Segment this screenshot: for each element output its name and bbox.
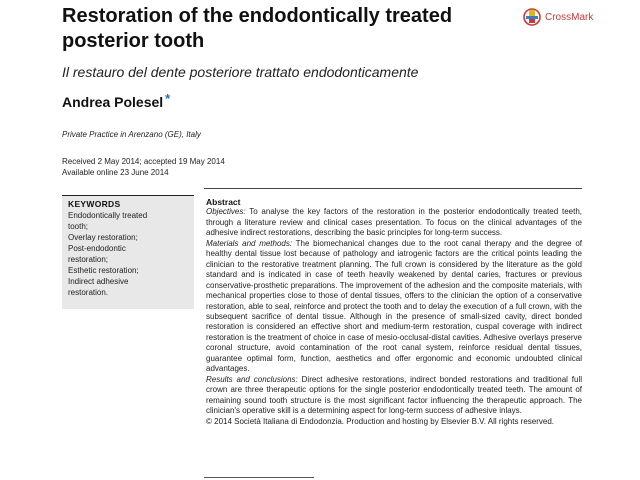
abstract-heading: Abstract — [206, 197, 241, 207]
objectives-label: Objectives: — [206, 207, 246, 217]
article-title: Restoration of the endodontically treated posterior tooth — [62, 5, 453, 52]
keyword-item: Esthetic restoration; — [68, 266, 139, 275]
keyword-item: restoration; — [68, 255, 109, 264]
keyword-item: restoration. — [68, 288, 109, 297]
keyword-item: tooth; — [68, 222, 89, 231]
author-mark[interactable]: * — [165, 91, 171, 106]
copyright-notice: © 2014 Società Italiana di Endodonzia. Production and hosting by Elsevier B.V. All rights reserved. — [206, 416, 555, 426]
abstract-objectives — [206, 207, 582, 238]
article-dates — [62, 156, 225, 178]
keywords-box — [62, 195, 194, 309]
results-label: Results and conclusions: — [206, 374, 298, 384]
objectives-text: To analyse the key factors of the restoration in the posterior endodontically treated teeth, through a literature review and clinical cases presentation. To focus on the clinical advantages of the adhesive indirect restorations, describing the basic principles for long-term success. — [206, 207, 582, 238]
keyword-item: Overlay restoration; — [68, 233, 138, 242]
keyword-item: Indirect adhesive — [68, 277, 129, 286]
online-date: Available online 23 June 2014 — [62, 168, 169, 177]
author-name-text: Andrea Polesel — [62, 94, 164, 110]
crossmark-icon — [523, 7, 541, 27]
abstract-results — [206, 375, 582, 417]
crossmark-label: CrossMark — [545, 11, 594, 23]
received-date: Received 2 May 2014; accepted 19 May 2014 — [62, 157, 225, 166]
methods-text: The biomechanical changes due to the root canal therapy and the degree of healthy dental tissue lost because of pathology and iatrogenic factors are the critical points leading the clinician to the restorative treatment planning. The full crown is considered by the literature as the gold standard and is indicated in case of teeth heavily weakened by dental caries, fractures or previous conservative-prosthetic preparations. The improvement of the adhesion and the composite materials, with mechanical properties close to those of dental tissues, offers to the clinician the option of a conservative restoration, able to seal, reinforce and protect the tooth and to delay the execution of a full crown, with the subsequent sacrifice of dental tissue. Although in the presence of small-sized cavity, direct bonded restoration is considered an effective short and medium-term restoration, cuspal coverage with indirect restoration is the treatment of choice in case of mesio-occlusal-distal cavities. Adhesive overlays preserve coronal structure, avoid contamination of the root canal system, reinforce residual dental tissues, guarantee optimal form, function, aesthetics and offer ergonomic and economic undoubted clinical advantages. — [206, 238, 582, 374]
abstract-methods — [206, 239, 582, 375]
keyword-item: Post-endodontic — [68, 244, 126, 253]
crossmark-badge[interactable] — [523, 7, 593, 27]
abstract-bottom-rule — [204, 477, 314, 478]
author-affiliation: Private Practice in Arenzano (GE), Italy — [62, 130, 201, 139]
keywords-heading: KEYWORDS — [68, 199, 121, 209]
keyword-item: Endodontically treated — [68, 211, 148, 220]
results-text: Direct adhesive restorations, indirect bonded restorations and traditional full crown are three therapeutic options for the single posterior endodontically treated teeth. The amount of remaining sound tooth structure is the most significant factor influencing the therapeutic approach. The clinician's operative skill is a determining aspect for long-term success of adhesive inlays. — [206, 374, 583, 416]
abstract-section — [206, 197, 582, 427]
abstract-top-rule — [204, 188, 582, 189]
author-name — [62, 91, 171, 110]
article-subtitle: Il restauro del dente posteriore trattato endodonticamente — [62, 64, 419, 80]
methods-label: Materials and methods: — [206, 238, 293, 248]
